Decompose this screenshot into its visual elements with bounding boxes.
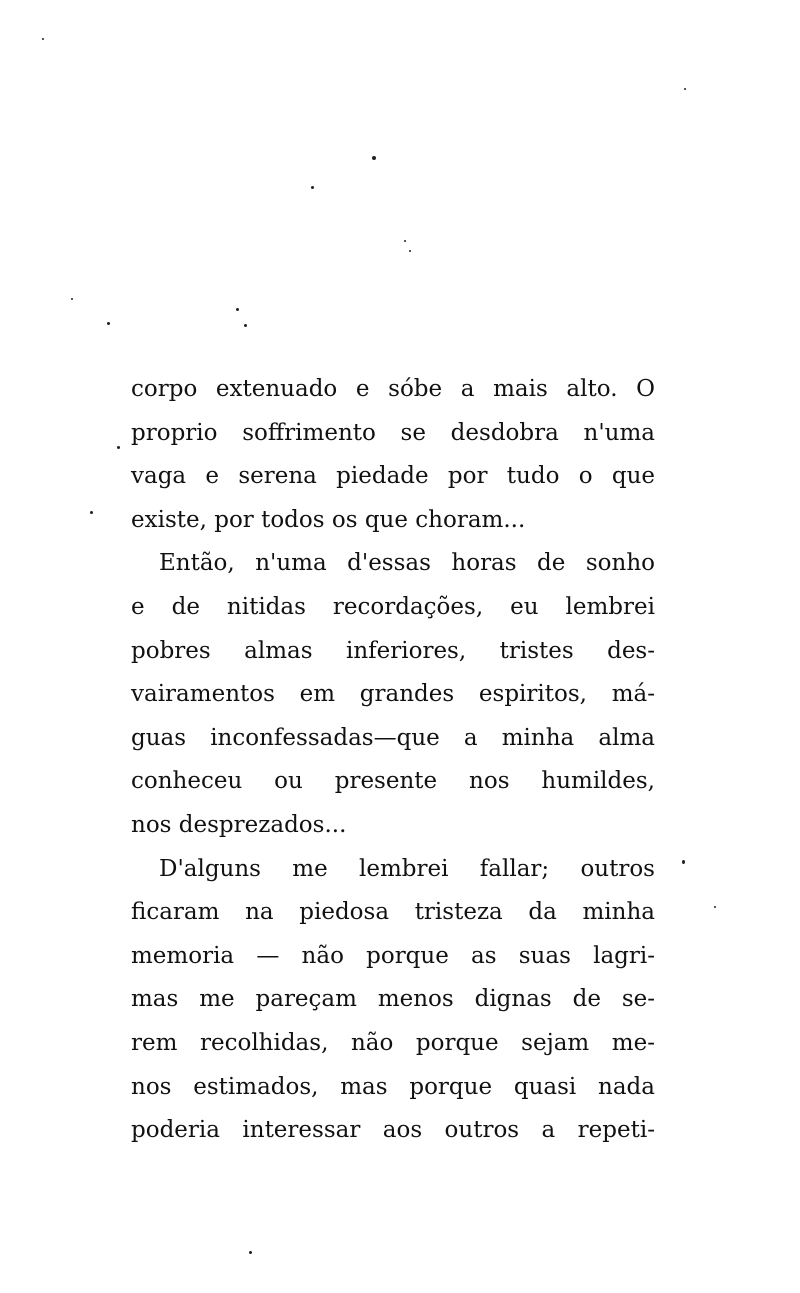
ink-speck xyxy=(244,324,247,327)
text-line: D'alguns me lembrei fallar; outros xyxy=(159,855,655,882)
paragraphs xyxy=(131,368,655,1153)
text-line: proprio soffrimento se desdobra n'uma xyxy=(131,419,655,446)
text-line: nos desprezados... xyxy=(131,811,347,838)
ink-speck xyxy=(42,38,44,40)
ink-speck xyxy=(714,906,716,908)
body-text xyxy=(131,368,655,1153)
ink-speck xyxy=(404,240,406,242)
ink-speck xyxy=(117,446,120,449)
text-line: conheceu ou presente nos humildes, xyxy=(131,768,655,795)
text-line: corpo extenuado e sóbe a mais alto. O xyxy=(131,376,655,402)
ink-speck xyxy=(311,186,314,189)
text-line: rem recolhidas, não porque sejam me- xyxy=(131,1029,655,1056)
text-line: mas me pareçam menos dignas de se- xyxy=(131,986,655,1013)
text-line: pobres almas inferiores, tristes des- xyxy=(131,637,655,664)
text-line: existe, por todos os que choram... xyxy=(131,506,526,533)
text-line: ficaram na piedosa tristeza da minha xyxy=(131,899,655,926)
ink-speck xyxy=(682,860,685,864)
ink-speck xyxy=(684,88,686,90)
text-line: vaga e serena piedade por tudo o que xyxy=(131,463,655,490)
ink-speck xyxy=(249,1251,252,1254)
ink-speck xyxy=(409,250,411,252)
ink-speck xyxy=(372,156,376,160)
text-line: guas inconfessadas—que a minha alma xyxy=(131,724,655,751)
ink-speck xyxy=(90,511,93,514)
text-line: Então, n'uma d'essas horas de sonho xyxy=(159,550,655,577)
ink-speck xyxy=(236,308,239,311)
text-line: vairamentos em grandes espiritos, má- xyxy=(131,681,655,708)
ink-speck xyxy=(71,298,73,300)
text-line: nos estimados, mas porque quasi nada xyxy=(131,1073,655,1100)
text-line: poderia interessar aos outros a repeti- xyxy=(131,1117,655,1144)
text-line: memoria — não porque as suas lagri- xyxy=(131,942,655,969)
ink-speck xyxy=(107,322,110,325)
text-line: e de nitidas recordações, eu lembrei xyxy=(131,593,655,620)
